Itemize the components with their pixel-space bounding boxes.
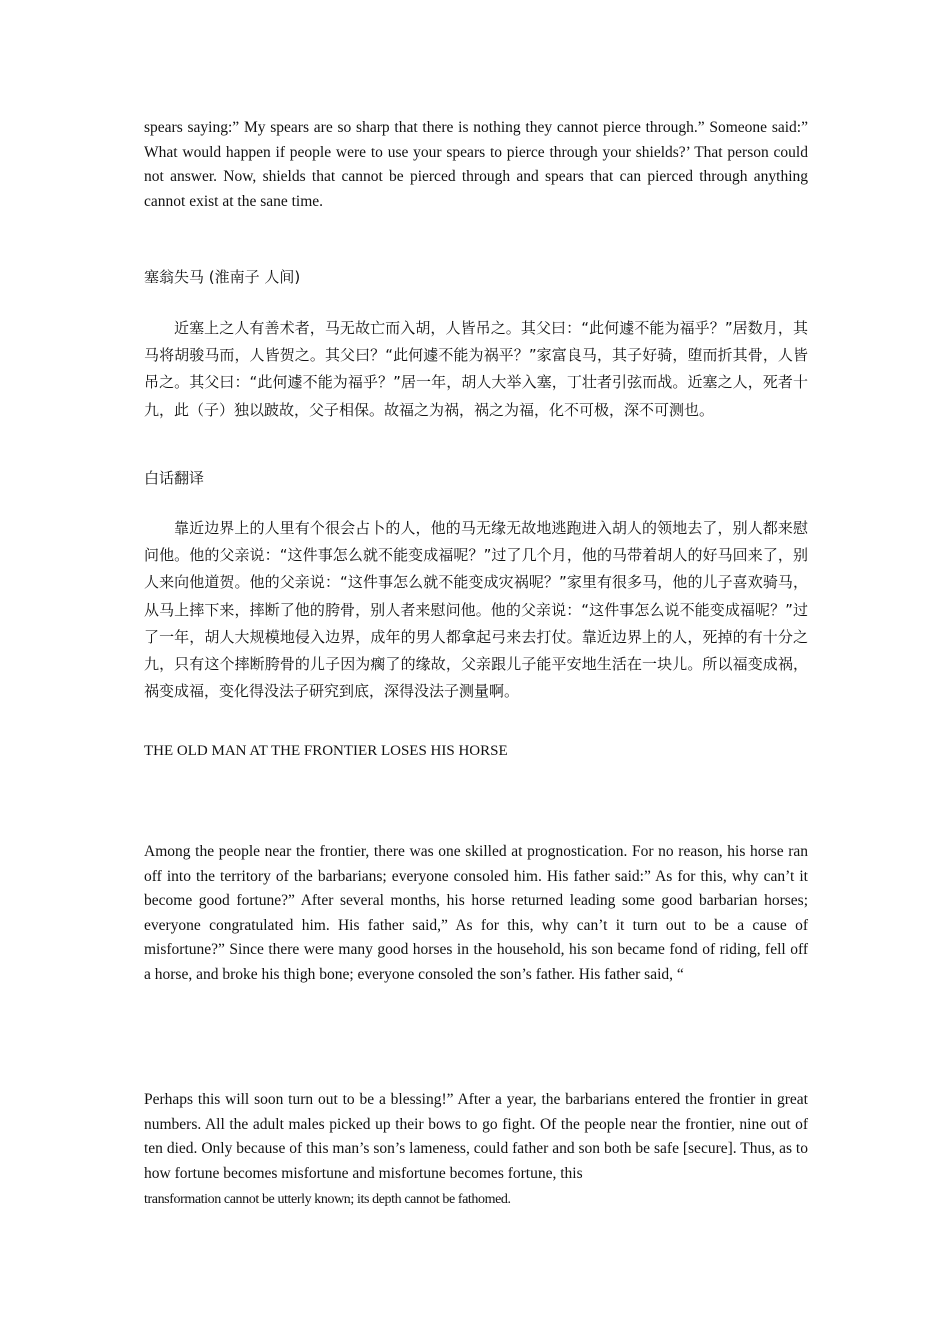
paragraph-classical-chinese: 近塞上之人有善术者，马无故亡而入胡，人皆吊之。其父曰：“此何遽不能为福乎？”居数月，其马将胡骏马而，人皆贺之。其父曰？“此何遽不能为祸平？”家富良马，其子好骑，堕而折其骨，人皆吊之。其父曰：“此何遽不能为福乎？”居一年，胡人大举入塞，丁壮者引弦而战。近塞之人，死者十九，此（子）独以跛故，父子相保。故福之为祸，祸之为福，化不可极，深不可测也。: [144, 319, 808, 419]
paragraph-vernacular-chinese: 靠近边界上的人里有个很会占卜的人，他的马无缘无故地逃跑进入胡人的领地去了，别人都来慰问他。他的父亲说：“这件事怎么就不能变成福呢？”过了几个月，他的马带着胡人的好马回来了，别人来向他道贺。他的父亲说：“这件事怎么就不能变成灾祸呢？”家里有很多马，他的儿子喜欢骑马，从马上摔下来，摔断了他的胯骨，别人者来慰问他。他的父亲说：“这件事怎么说不能变成福呢？”过了一年，胡人大规模地侵入边界，成年的男人都拿起弓来去打仗。靠近边界上的人，死掉的有十分之九，只有这个摔断胯骨的儿子因为瘸了的缘故，父亲跟儿子能平安地生活在一块儿。所以福变成祸，祸变成福，变化得没法子研究到底，深得没法子测量啊。: [144, 519, 808, 701]
paragraph-english-translation-part2: Perhaps this will soon turn out to be a blessing!” After a year, the barbarians entered the frontier in great numbers. All the adult males picked up their bows to go fight. Of the people near the frontier, nine out of ten died. Only because of this man’s son’s lameness, could father and son both be safe [secure]. Thus, as to how fortune becomes misfortune and misfortune becomes fortune, this: [144, 1091, 808, 1182]
section-title-english: THE OLD MAN AT THE FRONTIER LOSES HIS HORSE: [144, 743, 508, 759]
section-title-chinese: 塞翁失马 (淮南子 人间): [144, 268, 301, 286]
paragraph-spears-shields: spears saying:” My spears are so sharp that there is nothing they cannot pierce through.” Someone said:” What would happen if people were to use your spears to pierce through your shields?’ That person could not answer. Now, shields that cannot be pierced through and spears that can pierced through anything cannot exist at the sane time.: [144, 119, 808, 210]
paragraph-english-translation-part1: Among the people near the frontier, there was one skilled at prognostication. For no reason, his horse ran off into the territory of the barbarians; everyone consoled him. His father said:” As for this, why can’t it become good fortune?” After several months, his horse returned leading some good barbarian horses; everyone congratulated him. His father said,” As for this, why can’t it turn out to be a cause of misfortune?” Since there were many good horses in the household, his son became fond of riding, fell off a horse, and broke his thigh bone; everyone consoled the son’s father. His father said, “: [144, 843, 808, 983]
heading-vernacular-translation: 白话翻译: [144, 469, 205, 487]
paragraph-english-translation-final-line: transformation cannot be utterly known; its depth cannot be fathomed.: [144, 1192, 511, 1207]
